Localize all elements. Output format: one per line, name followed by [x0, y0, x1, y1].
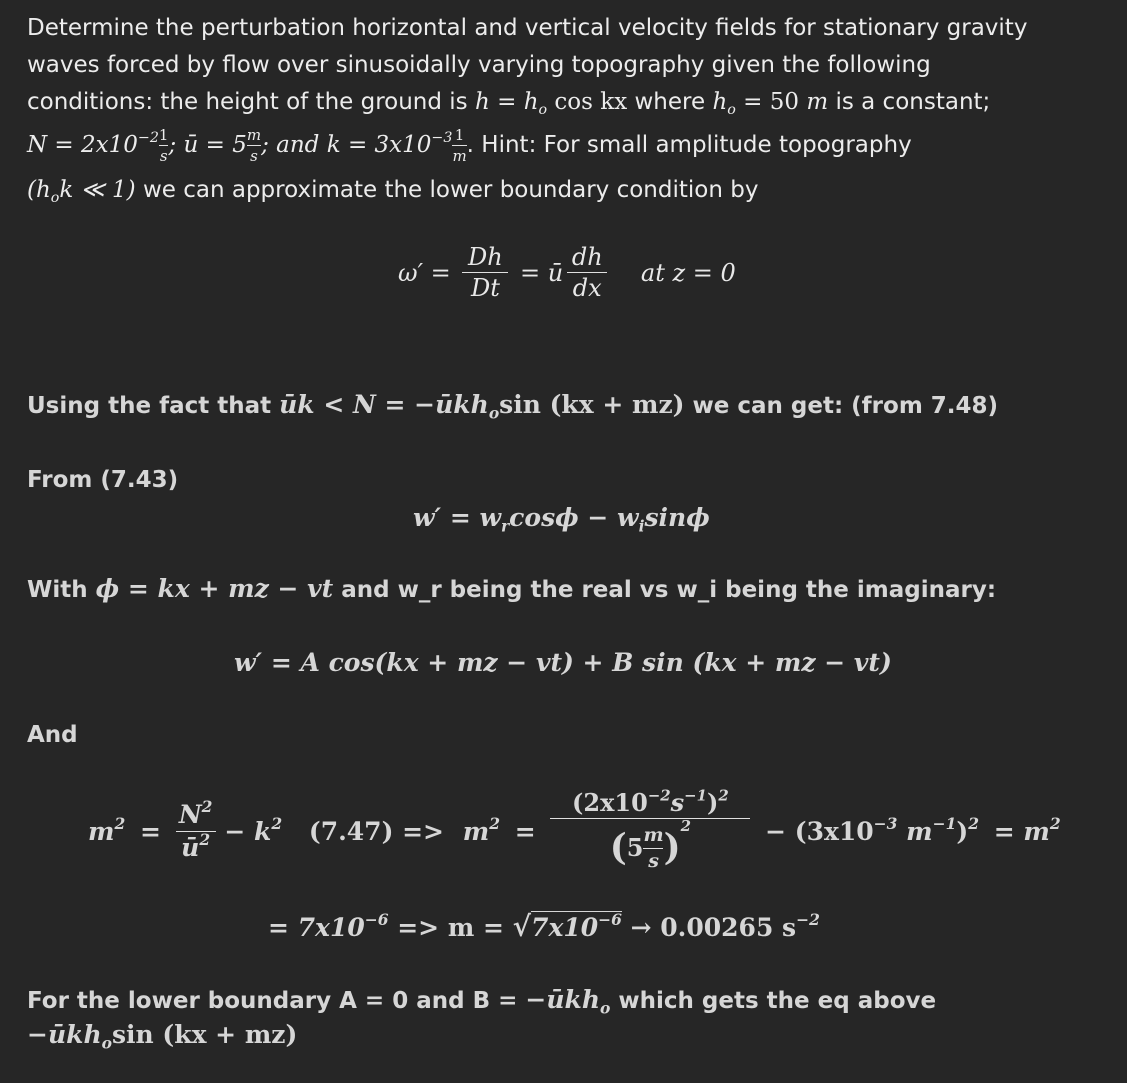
problem-line-1: Determine the perturbation horizontal and vertical velocity fields for stationary gravity — [27, 15, 1028, 41]
n-squared-over-u-squared: $\frac{N^2}{ū^2}$ — [176, 801, 216, 861]
w-prime-ab-equation: w′ = A cos(kx + mz − vt) + B sin (kx + mz − vt) — [234, 648, 892, 677]
problem-line-4: $N = 2x10^{-2}$ $\frac{1}{s}$ ; ū = 5 $\frac{m}{s}$ ; and $k = 3x10^{-3}$ $\frac{1}{m}$ . Hint: For small amplitude topography — [27, 125, 912, 165]
lower-boundary-line-2: −ūkh$_o$sin (kx + mz) — [27, 1020, 298, 1053]
with-phi-line: With ϕ = kx + mz − vt and w_r being the real vs w_i being the imaginary: — [27, 574, 997, 603]
result-equation: = $7x10^{-6} => m = √7x10^{-6} \to 0.00265$ $s^{-2}$ — [268, 910, 820, 943]
using-fact-line: Using the fact that ūk < N = −ūkh$_o$sin (kx + mz) we can get: (from 7.48) — [27, 390, 999, 423]
lower-boundary-line-1: For the lower boundary A = 0 and B = −ūkh$_o$ which gets the eq above — [27, 985, 937, 1018]
problem-line-3: conditions: the height of the ground is $h = h_o$ cos kx where $h_o = 50$ m is a constant; — [27, 89, 991, 118]
fraction-one-over-m: $\frac{1}{m}$ — [452, 125, 467, 165]
and-label: And — [27, 722, 78, 748]
fraction-m-over-s: $\frac{m}{s}$ — [246, 125, 262, 165]
fraction-one-over-s: $\frac{1}{s}$ — [158, 125, 169, 165]
w-prime-cos-sin-equation: $w' = w_r\cos\phi - w_i\sin\phi$ — [413, 503, 710, 536]
m-squared-equation: $m^2$ = $\frac{N^2}{ū^2}$ − $k^2$ $(7.47) => m^2$ = $(2x10^{-2}s^{-1})^2$ (5 $\frac{m}{s}$ )$^2$ − ($3x10^{-3}$ $m^{-1})^2 = m^2$ — [88, 786, 1061, 873]
problem-line-2: waves forced by flow over sinusoidally varying topography given the following — [27, 52, 931, 78]
big-fraction: $(2x10^{-2}s^{-1})^2$ (5 $\frac{m}{s}$ )$^2$ — [550, 790, 750, 872]
from-743-label: From (7.43) — [27, 467, 179, 493]
boundary-condition-equation: ω′ = $\frac{Dh}{Dt}$ = ū $\frac{dh}{dx}$ at z = 0 — [398, 243, 736, 303]
problem-line-5: ($h_ok$ ≪ 1) we can approximate the lower boundary condition by — [27, 177, 759, 206]
